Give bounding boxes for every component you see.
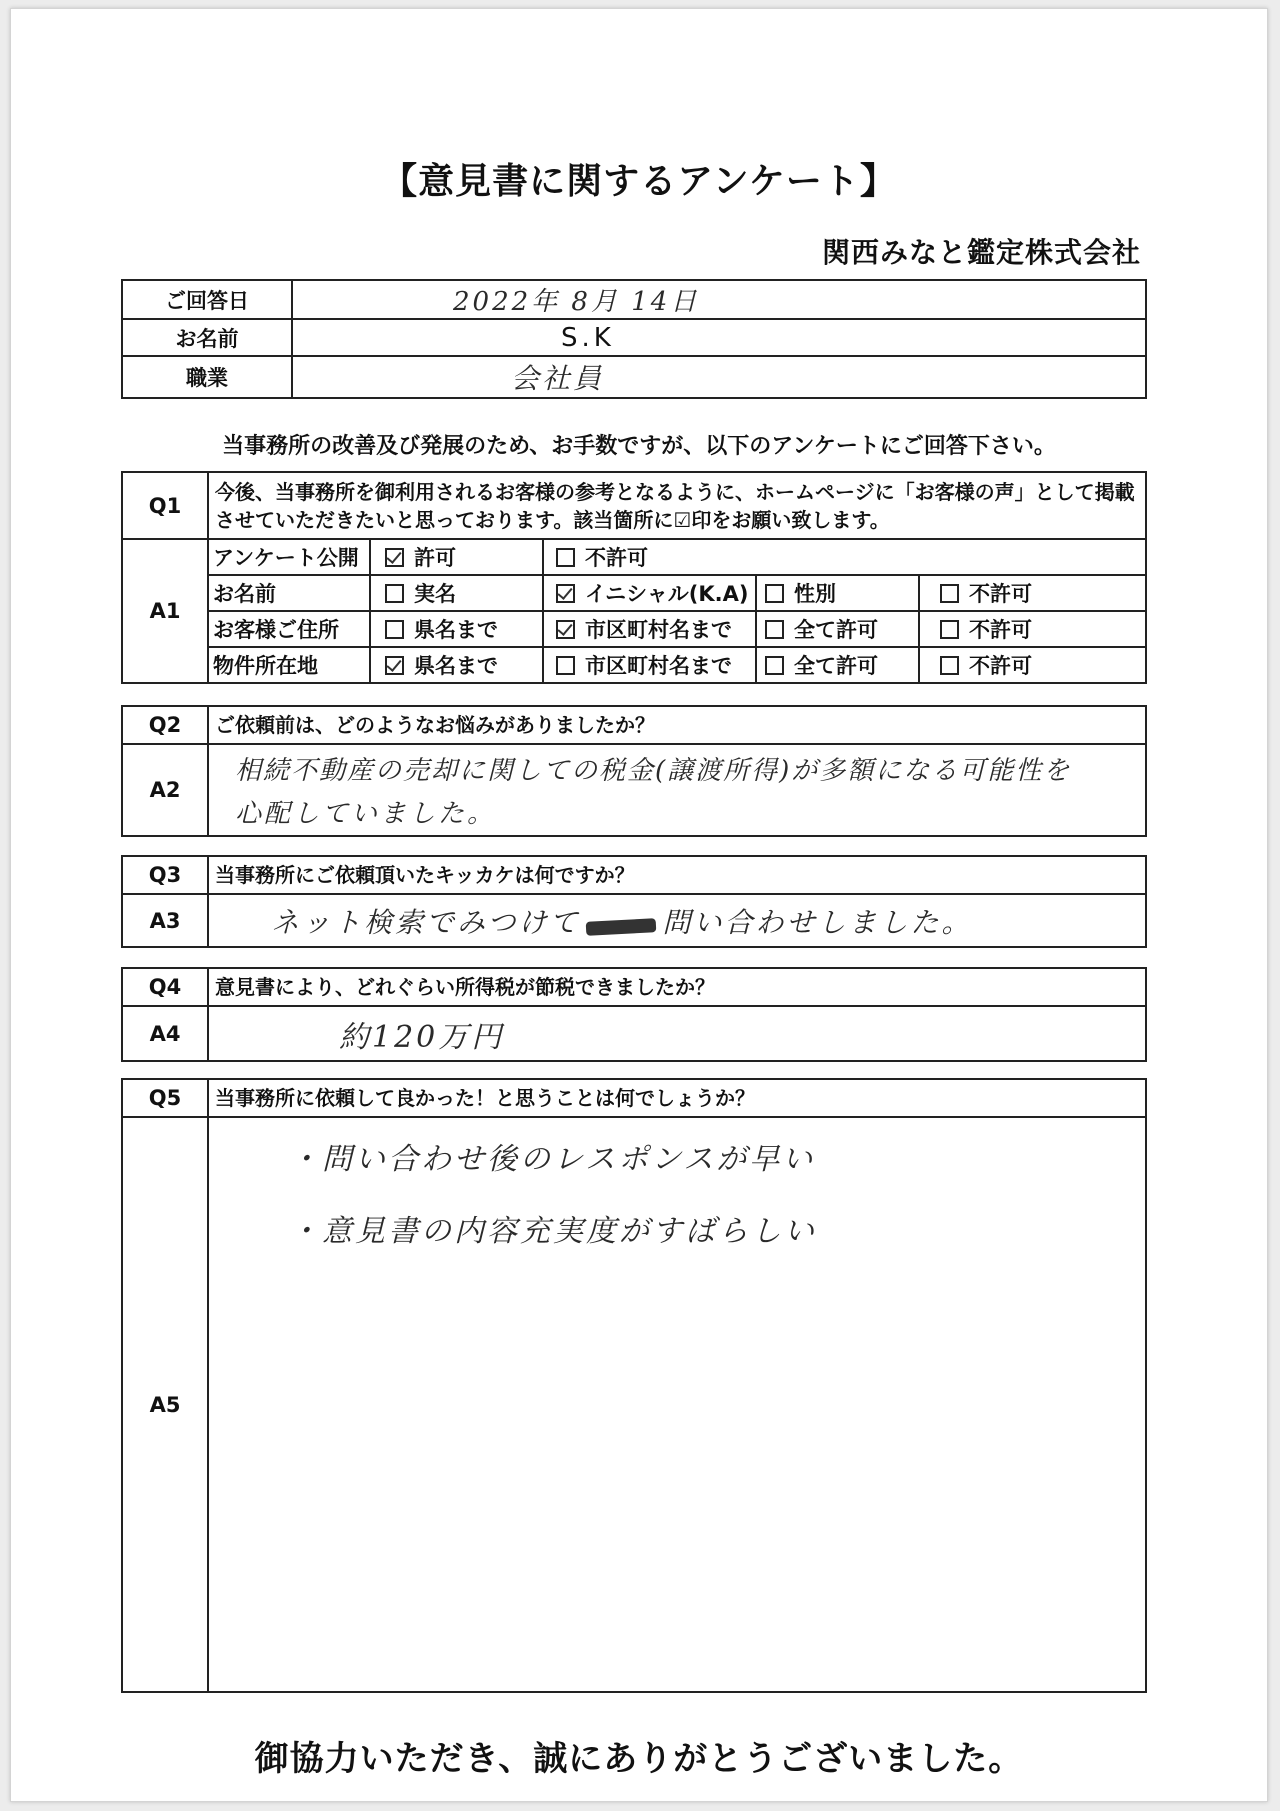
a3-label: A3 xyxy=(122,894,208,947)
a3-answer xyxy=(208,894,1146,947)
option-property-prefecture[interactable] xyxy=(370,647,543,683)
checkbox-checked-icon[interactable] xyxy=(556,584,575,603)
option-name-gender[interactable] xyxy=(756,575,919,611)
q4-table xyxy=(121,967,1147,1062)
q1-label: Q1 xyxy=(122,472,208,539)
survey-page xyxy=(10,8,1268,1802)
option-label: 県名まで xyxy=(414,654,498,678)
name-value xyxy=(292,319,1146,356)
scribbled-out-mark xyxy=(586,918,657,936)
occupation-value xyxy=(292,356,1146,398)
a5-label: A5 xyxy=(122,1117,208,1692)
option-property-all[interactable] xyxy=(756,647,919,683)
q2-table xyxy=(121,705,1147,837)
checkbox-icon[interactable] xyxy=(940,620,959,639)
a1-category-name: お名前 xyxy=(208,575,370,611)
answer-date-value xyxy=(292,280,1146,319)
occupation-handwriting: 会社員 xyxy=(511,362,605,395)
a4-answer xyxy=(208,1006,1146,1061)
a3-text-before: ネット検索でみつけて xyxy=(271,905,581,939)
option-publish-allow[interactable] xyxy=(370,539,543,575)
answer-date-handwriting: 2022年 8月 14日 xyxy=(453,287,700,317)
option-address-deny[interactable] xyxy=(919,611,1146,647)
respondent-info-table xyxy=(121,279,1147,399)
a1-category-address: お客様ご住所 xyxy=(208,611,370,647)
option-label: 不許可 xyxy=(969,654,1032,678)
option-name-initials[interactable] xyxy=(543,575,756,611)
option-label: 不許可 xyxy=(969,582,1032,606)
a1-category-property: 物件所在地 xyxy=(208,647,370,683)
a2-label: A2 xyxy=(122,744,208,836)
checkbox-icon[interactable] xyxy=(765,656,784,675)
option-address-prefecture[interactable] xyxy=(370,611,543,647)
q1-text: 今後、当事務所を御利用されるお客様の参考となるように、ホームページに「お客様の声」として掲載させていただきたいと思っております。該当箇所に☑印をお願い致します。 xyxy=(208,472,1146,539)
a2-line-1: 相続不動産の売却に関しての税金(譲渡所得)が多額になる可能性を xyxy=(235,756,1072,786)
checkbox-icon[interactable] xyxy=(940,584,959,603)
option-label: 市区町村名まで xyxy=(585,654,732,678)
option-property-city[interactable] xyxy=(543,647,756,683)
footer-thanks: 御協力いただき、誠にありがとうございました。 xyxy=(254,1739,1024,1779)
option-label: 全て許可 xyxy=(794,654,878,678)
option-label: イニシャル(K.A) xyxy=(585,582,749,606)
q4-text: 意見書により、どれぐらい所得税が節税できましたか？ xyxy=(208,968,1146,1006)
option-label: 不許可 xyxy=(585,546,648,570)
option-label: 不許可 xyxy=(969,618,1032,642)
a5-line-2: ・意見書の内容充実度がすばらしい xyxy=(289,1214,817,1249)
q3-label: Q3 xyxy=(122,856,208,894)
option-label: 許可 xyxy=(414,546,456,570)
company-name: 関西みなと鑑定株式会社 xyxy=(821,236,1141,269)
a4-label: A4 xyxy=(122,1006,208,1061)
checkbox-icon[interactable] xyxy=(556,548,575,567)
answer-date-label: ご回答日 xyxy=(122,280,292,319)
page-title: 【意見書に関するアンケート】 xyxy=(381,161,897,202)
occupation-label: 職業 xyxy=(122,356,292,398)
name-label: お名前 xyxy=(122,319,292,356)
q3-table xyxy=(121,855,1147,948)
option-property-deny[interactable] xyxy=(919,647,1146,683)
name-text: S.K xyxy=(561,322,615,353)
q5-text: 当事務所に依頼して良かった！と思うことは何でしょうか？ xyxy=(208,1079,1146,1117)
option-label: 県名まで xyxy=(414,618,498,642)
option-publish-deny[interactable] xyxy=(543,539,1146,575)
option-label: 性別 xyxy=(794,582,836,606)
option-label: 市区町村名まで xyxy=(585,618,732,642)
checkbox-icon[interactable] xyxy=(385,584,404,603)
q1-table xyxy=(121,471,1147,684)
checkbox-icon[interactable] xyxy=(556,656,575,675)
a5-line-1: ・問い合わせ後のレスポンスが早い xyxy=(289,1142,816,1177)
a1-category-publish: アンケート公開 xyxy=(208,539,370,575)
checkbox-checked-icon[interactable] xyxy=(385,548,404,567)
q2-label: Q2 xyxy=(122,706,208,744)
a1-label: A1 xyxy=(122,539,208,683)
intro-text: 当事務所の改善及び発展のため、お手数ですが、以下のアンケートにご回答下さい。 xyxy=(222,434,1056,459)
q3-text: 当事務所にご依頼頂いたキッカケは何ですか？ xyxy=(208,856,1146,894)
q5-label: Q5 xyxy=(122,1079,208,1117)
option-label: 実名 xyxy=(414,582,456,606)
checkbox-checked-icon[interactable] xyxy=(385,656,404,675)
q4-label: Q4 xyxy=(122,968,208,1006)
checkbox-icon[interactable] xyxy=(765,620,784,639)
q2-text: ご依頼前は、どのようなお悩みがありましたか？ xyxy=(208,706,1146,744)
option-address-all[interactable] xyxy=(756,611,919,647)
a2-answer xyxy=(208,744,1146,836)
q5-table xyxy=(121,1078,1147,1693)
checkbox-icon[interactable] xyxy=(765,584,784,603)
option-name-deny[interactable] xyxy=(919,575,1146,611)
checkbox-checked-icon[interactable] xyxy=(556,620,575,639)
a3-text-after: 問い合わせしました。 xyxy=(662,905,973,939)
checkbox-icon[interactable] xyxy=(940,656,959,675)
a4-handwriting: 約120万円 xyxy=(339,1019,505,1055)
a2-line-2: 心配していました。 xyxy=(235,799,497,829)
a5-answer xyxy=(208,1117,1146,1692)
option-label: 全て許可 xyxy=(794,618,878,642)
option-name-real[interactable] xyxy=(370,575,543,611)
option-address-city[interactable] xyxy=(543,611,756,647)
checkbox-icon[interactable] xyxy=(385,620,404,639)
